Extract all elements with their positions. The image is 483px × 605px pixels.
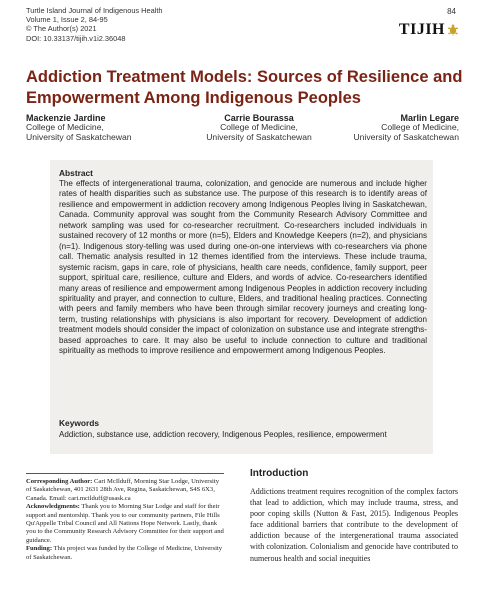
footnote-divider bbox=[26, 473, 224, 474]
corresponding-label: Corresponding Author: bbox=[26, 478, 93, 485]
author-name: Mackenzie Jardine bbox=[26, 113, 106, 123]
author-affiliation: College of Medicine, bbox=[381, 122, 459, 133]
abstract-text: The effects of intergenerational trauma, colonization, and genocide are numerous and include higher rates of health disparities such as substance use. The purpose of this research is to identify areas of resilience and empowerment in addiction recovery among Indigenous Peoples living in Saskatchewan, Canada. Community approval was sought from the Community Research Advisory Committee and network sampling was used for co-researcher recruitment. Co-researchers included individuals in sustained recovery of 12 months or more (n=5), Elders and Knowledge Keepers (n=2), and physicians (n=1). Indigenous story-telling was used during one-on-one interviews with co-researchers via phone call. Thematic analysis resulted in 12 themes identified from the interviews. These include trauma, systemic racism, gaps in care, role of physicians, health care needs, confidence, family support, peer support, spiritual care, resilience, culture and Elders, and words of advice. Co-researchers identified many areas of resilience and empowerment among Indigenous Peoples in addiction recovery including spirituality and prayer, and connection to culture, Elders, and traditional healing practices. Connecting with peers and family members who have been through similar recovery journeys and creating long-term, trusting relationships with physicians is also important for recovery. Development of addiction treatment models should consider the impact of colonization on substance use and integrate strengths-based approaches to care. It may also be useful to include connection to culture and traditional spirituality as methods to improve resilience and empowerment among Indigenous Peoples. bbox=[59, 179, 427, 356]
funding-note bbox=[26, 545, 224, 562]
abstract-heading: Abstract bbox=[59, 168, 93, 178]
author-block-2 bbox=[184, 114, 334, 142]
author-name: Marlin Legare bbox=[400, 113, 459, 123]
author-university: University of Saskatchewan bbox=[353, 131, 459, 142]
acknowledgments-note bbox=[26, 503, 224, 545]
introduction-heading: Introduction bbox=[250, 468, 309, 479]
journal-volume: Volume 1, Issue 2, 84-95 bbox=[26, 15, 108, 25]
author-university: University of Saskatchewan bbox=[26, 131, 132, 142]
journal-doi: DOI: 10.33137/tijih.v1i2.36048 bbox=[26, 33, 126, 43]
author-block-3 bbox=[353, 114, 459, 142]
journal-copyright: © The Author(s) 2021 bbox=[26, 24, 97, 34]
acknowledgments-text: Thank you to Morning Star Lodge and staff for their support and mentorship. Thank you to our community partners, File Hills Qu'Appelle Tribal Council and All Nations Hope Network. Lastly, thank you to the Community Research Advisory Committee for their support and guidance. bbox=[26, 503, 224, 544]
corresponding-text: Cari McIlduff, Morning Star Lodge, University of Saskatchewan, 401 2631 28th Ave, Regina, Saskatchewan, S4S 6X3, Canada. Email: cari.mcilduff@usask.ca bbox=[26, 478, 219, 502]
corresponding-author-note bbox=[26, 478, 224, 503]
funding-label: Funding: bbox=[26, 545, 53, 553]
logo-text: TIJIH bbox=[398, 21, 445, 38]
author-block-1 bbox=[26, 114, 132, 142]
turtle-icon bbox=[447, 24, 459, 36]
introduction-text: Addictions treatment requires recognition of the complex factors that lead to addiction, which may include trauma, stress, and poor coping skills (Nutton & Fast, 2015). Indigenous Peoples face additional barriers that contribute to the development of addiction because of the intergenerational trauma associated with colonization. Colonialism and genocide have contributed to numerous health and social inequities bbox=[250, 487, 458, 563]
keywords-heading: Keywords bbox=[59, 418, 100, 428]
author-affiliation: College of Medicine, bbox=[220, 122, 298, 133]
funding-text: This project was funded by the College of Medicine, University of Saskatchewan. bbox=[26, 545, 223, 561]
acknowledgments-label: Acknowledgments: bbox=[26, 503, 80, 511]
keywords-text: Addiction, substance use, addiction recovery, Indigenous Peoples, resilience, empowerment bbox=[59, 430, 387, 439]
journal-meta bbox=[26, 6, 163, 43]
article-title: Addiction Treatment Models: Sources of Resilience and Empowerment Among Indigenous Peoples bbox=[26, 68, 463, 107]
author-university: University of Saskatchewan bbox=[206, 131, 312, 142]
footnotes bbox=[26, 478, 224, 562]
author-name: Carrie Bourassa bbox=[224, 113, 294, 123]
journal-name: Turtle Island Journal of Indigenous Health bbox=[26, 6, 163, 15]
author-affiliation: College of Medicine, bbox=[26, 122, 104, 133]
page-number: 84 bbox=[447, 7, 456, 16]
journal-logo bbox=[399, 21, 459, 39]
